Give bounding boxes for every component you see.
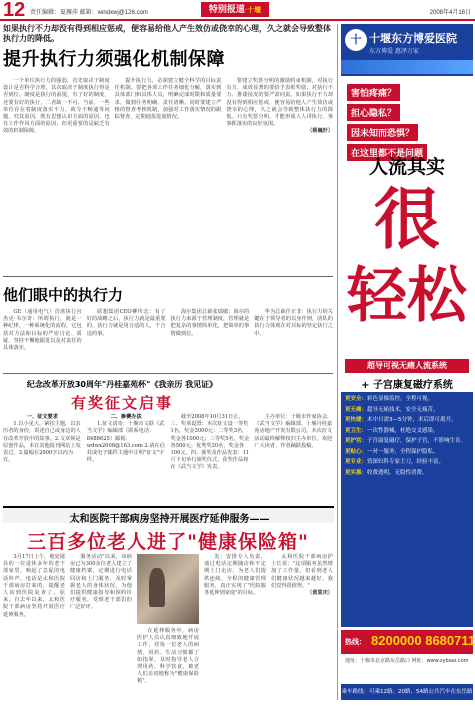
story1-col [226, 78, 333, 268]
ad-address: 地址：十堰市北京路东岳路口 网址：www.sybaai.com [345, 658, 469, 664]
story3-title: 三百多位老人进了"健康保险箱" [27, 531, 309, 553]
ad-question: 害怕疼痛？ [347, 84, 400, 101]
hospital-logo-icon: 十 [345, 29, 367, 51]
ad-feature [345, 438, 469, 446]
news-photo [137, 554, 199, 624]
story1-byline: （蔡巍轩） [307, 128, 334, 135]
ad-feature-value: 资深妇科专家主刀，经验丰富。 [367, 459, 445, 465]
section-rule [3, 276, 333, 277]
notice-title: 有奖征文启事 [70, 394, 173, 412]
ad-feature-value: 收费透明，无隐性消费。 [367, 469, 428, 476]
notice-body [3, 414, 333, 494]
hospital-name: 十堰东方博爱医院 [369, 32, 457, 45]
ad-tech-tag: 超导可视无痛人流系统 [345, 359, 469, 373]
notice-subhead: 一、征文要求 [26, 414, 58, 420]
page-number: 12 [3, 0, 26, 21]
ad-feature [345, 428, 469, 436]
section-tab-label: 特别报道 [208, 4, 245, 14]
story3-col [271, 554, 333, 724]
ad-feature-key: 更快捷： [345, 417, 368, 423]
ad-feature-key: 更专业： [345, 459, 368, 465]
story1-col [3, 78, 110, 268]
story1-paragraph: 提升执行力，必须建立健全科学的目标责任机制。要把各项工作任务细化分解，落实到具体部门和具体人员，明确完成时限和质量要求，做到任务明确、责任清晰。同时要建立严格的督查考核机制，加强对工作落实情况的跟踪督查，定期通报进展情况。 [114, 78, 222, 121]
ad-feature [345, 407, 469, 415]
issue-date: 2008年4月18日 [429, 10, 471, 16]
story3-col [137, 554, 199, 724]
story1-paragraph: 要建立奖惩分明的激励约束机制。对执行有力、成效显著的要给予表彰奖励；对执行不力、推诿扯皮的要严肃问责。如果执行不力却没有得到相应惩戒，便容易给他人产生效仿或侥幸的心理，久之就会导致整体执行力的降低。只有奖惩分明，才能形成人人讲执行、事事抓落实的良好氛围。 [226, 78, 334, 128]
ad-slogan-char1: 很 [374, 181, 440, 258]
ad-feature [345, 417, 469, 425]
ad-tech-subtitle: + 子宫康复磁疗系统 [361, 380, 453, 391]
ad-phone-number: 8200000 8680711 [371, 633, 475, 648]
story3-col [3, 554, 65, 724]
ad-feature [345, 459, 469, 467]
notice-col [87, 414, 166, 494]
ad-feature-key: 更卫生： [345, 427, 368, 434]
ad-feature-value: 一对一服务，全程保护隐私。 [367, 448, 439, 455]
column-divider [337, 24, 338, 700]
ad-feature-value: 超导无痛技术，安全无痛苦。 [367, 406, 439, 413]
ad-feature-key: 更贴心： [345, 448, 368, 455]
story3-body [3, 554, 333, 724]
section-tab-suffix: ·十堰 [244, 7, 262, 14]
hospital-ad [341, 24, 475, 711]
story2-paragraph: GE（通用电气）首席执行官杰克·韦尔奇：所谓执行，就是一种纪律，一种系统化的流程，它包括对方法和目标的严密讨论、质疑、坚持不懈地跟进以及对责任的具体落实。 [3, 309, 82, 352]
story3-paragraph: 3月17日上午，地处郧县的一位退休多年的老干部家里，响起了急促的电话铃声。电话是太和医院干部病房打来的，提醒老人该到医院复查了。原来，自去年以来，太和医院干部病房坚持开展医疗延伸服务。 [3, 554, 65, 618]
story3-kicker: 太和医院干部病房坚持开展医疗延伸服务—— [69, 514, 270, 525]
story2-col [3, 309, 82, 367]
ad-feature-value: 子宫康复磁疗，保护子宫，不影响生育。 [367, 438, 467, 444]
story3-col [70, 554, 132, 724]
notice-kicker: 纪念改革开放30周年"丹桂嘉苑杯"《我亲历 我见证》 [26, 380, 218, 389]
story3-paragraph: 在延伸服务中，病房医护人员认真细致地开展工作，对每一位老人的病情、用药、生活习惯都了如指掌，及时指导老人合理用药、科学饮食，被老人们亲切地称为"健康保险箱"。 [137, 628, 199, 685]
notice-col [254, 414, 333, 494]
story3-paragraph: 太和医院干部病房护士长说："这项服务虽然增加了工作量，但看到老人们健康状况越来越好，我们觉得很值得。" [271, 554, 333, 589]
ad-feature-key: 更无痛： [345, 406, 368, 413]
story3-col [204, 554, 266, 724]
ad-feature-key: 更安全： [345, 396, 368, 402]
ad-feature [345, 470, 469, 478]
notice-col [171, 414, 250, 494]
story2-headline: 他们眼中的执行力 [3, 286, 124, 304]
editor-meta: 责任编辑：夏雁萍 邮箱：windxwj@126.com [30, 10, 148, 16]
ad-feature-value: 彩色显像监控，全程可视。 [367, 396, 434, 402]
ad-feature-key: 更实惠： [345, 469, 368, 476]
ad-bus-route: 乘车路线：可乘12路、20路、54路公共汽车在东岳路口下车即到 [341, 684, 473, 700]
notice-paragraph: 1.以小见大，紧扣主题，以亲历者的身份，讲述自己或身边的人在改革开放中的故事。2.文章须是原创作品，未在其他报刊网站上发表过。3.篇幅在2000字以内为宜。 [3, 421, 81, 464]
ad-phone-label: 热线： [345, 638, 366, 646]
hospital-slogan: 东方博爱 惠泽万家 [369, 48, 419, 55]
main-column [3, 24, 334, 700]
story1-deck: 如果执行不力却没有得到相应惩戒，便容易给他人产生效仿或侥幸的心理，久之就会导致整体执行力的降低。 [3, 24, 331, 43]
notice-subhead: 二、参赛办法 [110, 414, 142, 420]
section-rule [3, 373, 333, 374]
notice-paragraph: 1.征文请寄：十堰市文联《武当文学》编辑部（联系电话：8488625）邮箱：wdwx2008@163.com 2.请在信封或电子邮件主题中注明"征文"字样。 [86, 421, 165, 464]
story1-headline: 提升执行力须强化机制保障 [3, 49, 225, 70]
ad-slogan-line1: 人流其实 [368, 156, 445, 178]
story3-paragraph: 服务活动"以来，该病房已为300多位老人建立了健康档案，定期进行电话回访和上门服务，及时掌握老人的身体状况，为他们提供健康指导和预约诊疗服务，受到老干部们的广泛好评。 [70, 554, 132, 611]
ad-question: 在这里都不是问题 [347, 144, 427, 161]
story2-body [3, 309, 333, 367]
ad-feature-key: 更护宫： [345, 438, 368, 444]
notice-paragraph: 主办单位：十堰市作家协会、《武当文学》编辑部、十堰丹桂嘉苑房地产开发有限公司。本次征文活动最终解释权归主办单位。欢迎广大读者、作者踊跃投稿。 [254, 414, 333, 449]
ad-question: 担心隐私？ [347, 104, 400, 121]
ad-banner-strip [341, 60, 473, 74]
story2-col [254, 309, 333, 367]
masthead [0, 0, 475, 21]
ad-feature-value: 一次性器械，杜绝交叉感染。 [367, 427, 439, 434]
ad-feature-list [341, 392, 473, 627]
story1-col [115, 78, 222, 268]
story2-paragraph: 海尔集团总裁张瑞敏：海尔的执行力来源于管理制度，管理就是把复杂的事情简单化，把简单的事情做到位。 [170, 309, 250, 337]
ad-slogan-char2: 轻松 [347, 261, 467, 331]
ad-feature [345, 396, 469, 404]
ad-feature-value: 术中只需3—5分钟，术后即可离开。 [367, 417, 457, 423]
story2-paragraph: 华为总裁任正非：执行力的关键在于领导者的以身作则，团队的执行力体现在对目标的坚定执行之中。 [254, 309, 333, 337]
ad-feature [345, 449, 469, 457]
story3-byline: （黄喜庆） [307, 590, 333, 597]
story1-body [3, 78, 333, 268]
section-tab [201, 2, 269, 17]
story2-paragraph: 联想集团CEO柳传志：有了好的战略之后，执行力就是最重要的。执行力就是用合适的人，干合适的事。 [86, 309, 166, 337]
notice-paragraph: 截至2008年10月31日止。三、奖项设置：本次征文设一等奖1名，奖金3000元；二等奖3名，奖金各1000元；三等奖5名，奖金各500元；优秀奖20名，奖金各100元。四、颁奖及作品发表：11月下旬举行颁奖仪式，获奖作品将在《武当文学》发表。 [170, 414, 250, 471]
story2-col [87, 309, 166, 367]
story3-paragraph: 发：安排专人负责，通过电话定期随访和不定期上门走访，为老人们提供连续、全程的健康管理服务，真正实现了"医院服务延伸到家庭"的目标。 [204, 554, 266, 597]
notice-col [3, 414, 82, 494]
story2-col [171, 309, 250, 367]
ad-question: 因未知而恐惧？ [347, 124, 418, 141]
story1-paragraph: 一个单位执行力的强弱，首先取决于制度设计是否科学合理，其次取决于制度执行得是否到位。制度是执行的前提，有了好的制度，还要有好的执行，二者缺一不可。当前，一些单位存在着制度落实不力、政令不畅通等问题，究其原因，既有思想认识方面的原因，也有工作作风方面的原因，但更重要的是缺乏有效的机制保障。 [3, 78, 110, 135]
